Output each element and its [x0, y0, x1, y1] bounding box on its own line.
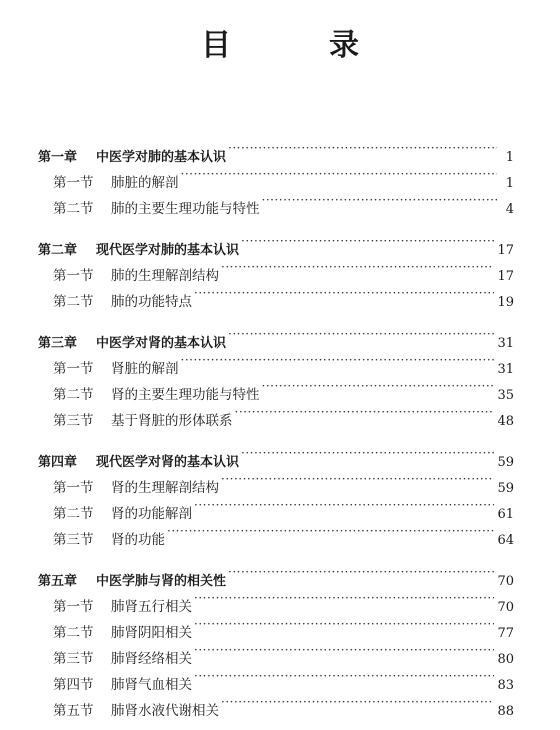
- page-number: 88: [497, 704, 514, 719]
- section-title: 肾脏的解剖: [111, 361, 179, 377]
- section-title: 肾的功能: [111, 532, 165, 548]
- page-number: 17: [497, 269, 514, 284]
- section-title: 肺的主要生理功能与特性: [111, 201, 260, 217]
- page-number: 59: [497, 455, 514, 470]
- chapter-number: 第一章: [38, 150, 78, 165]
- dot-leader: [241, 440, 494, 466]
- section-number: 第一节: [53, 175, 94, 191]
- page-number: 35: [497, 388, 514, 403]
- section-number: 第二节: [53, 506, 94, 522]
- dot-leader: [181, 161, 498, 187]
- dot-leader: [194, 611, 494, 637]
- dot-leader: [262, 187, 498, 213]
- dot-leader: [241, 228, 494, 254]
- dot-leader: [167, 518, 494, 544]
- section-number: 第二节: [53, 294, 94, 310]
- page-number: 31: [497, 362, 514, 377]
- page-number: 64: [497, 533, 514, 548]
- chapter-title: 中医学对肾的基本认识: [96, 336, 227, 351]
- section-title: 肾的功能解剖: [111, 506, 192, 522]
- chapter-1: [38, 135, 514, 217]
- section-number: 第四节: [53, 677, 94, 693]
- dot-leader: [228, 321, 494, 347]
- section-number: 第二节: [53, 625, 94, 641]
- chapter-title: 现代医学对肺的基本认识: [96, 243, 240, 258]
- dot-leader: [221, 254, 494, 280]
- section-number: 第一节: [53, 480, 94, 496]
- page-number: 48: [497, 414, 514, 429]
- dot-leader: [181, 347, 495, 373]
- chapter-5: [38, 559, 514, 719]
- dot-leader: [194, 492, 494, 518]
- toc-chapter-row[interactable]: [38, 228, 514, 258]
- dot-leader: [221, 466, 494, 492]
- dot-leader: [194, 585, 494, 611]
- chapter-number: 第四章: [38, 455, 78, 470]
- page-number: 19: [497, 295, 514, 310]
- dot-leader: [221, 689, 494, 715]
- chapter-number: 第二章: [38, 243, 78, 258]
- chapter-number: 第五章: [38, 574, 78, 589]
- section-title: 肺肾五行相关: [111, 599, 192, 615]
- page-number: 4: [505, 202, 514, 217]
- page-number: 80: [497, 652, 514, 667]
- page-number: 1: [505, 150, 514, 165]
- page-number: 70: [497, 600, 514, 615]
- section-title: 肾的生理解剖结构: [111, 480, 219, 496]
- page-number: 1: [505, 176, 514, 191]
- section-title: 肺肾阴阳相关: [111, 625, 192, 641]
- section-number: 第一节: [53, 361, 94, 377]
- section-title: 肺脏的解剖: [111, 175, 179, 191]
- section-number: 第一节: [53, 268, 94, 284]
- page-number: 83: [497, 678, 514, 693]
- toc-chapter-row[interactable]: [38, 135, 514, 165]
- section-title: 肺肾水液代谢相关: [111, 703, 219, 719]
- dot-leader: [194, 637, 494, 663]
- chapter-2: [38, 228, 514, 310]
- page-number: 31: [497, 336, 514, 351]
- section-number: 第二节: [53, 201, 94, 217]
- section-number: 第三节: [53, 651, 94, 667]
- chapter-title: 中医学对肺的基本认识: [96, 150, 227, 165]
- section-number: 第三节: [53, 413, 94, 429]
- page-number: 17: [497, 243, 514, 258]
- chapter-title: 现代医学对肾的基本认识: [96, 455, 240, 470]
- section-title: 肺的功能特点: [111, 294, 192, 310]
- dot-leader: [262, 373, 495, 399]
- section-number: 第五节: [53, 703, 94, 719]
- dot-leader: [235, 399, 495, 425]
- toc-chapter-row[interactable]: [38, 440, 514, 470]
- section-title: 肺肾经络相关: [111, 651, 192, 667]
- section-title: 肾的主要生理功能与特性: [111, 387, 260, 403]
- chapter-title: 中医学肺与肾的相关性: [96, 574, 227, 589]
- chapter-number: 第三章: [38, 336, 78, 351]
- toc-chapter-row[interactable]: [38, 559, 514, 589]
- page-number: 70: [497, 574, 514, 589]
- section-number: 第三节: [53, 532, 94, 548]
- page-number: 59: [497, 481, 514, 496]
- section-number: 第二节: [53, 387, 94, 403]
- page-number: 77: [497, 626, 514, 641]
- page-number: 61: [497, 507, 514, 522]
- dot-leader: [194, 663, 494, 689]
- chapter-3: [38, 321, 514, 429]
- section-title: 肺肾气血相关: [111, 677, 192, 693]
- section-title: 肺的生理解剖结构: [111, 268, 219, 284]
- toc-chapter-row[interactable]: [38, 321, 514, 351]
- section-number: 第一节: [53, 599, 94, 615]
- chapter-4: [38, 440, 514, 548]
- page-title: 目 录: [201, 28, 393, 63]
- table-of-contents: [38, 135, 514, 730]
- dot-leader: [228, 559, 494, 585]
- section-title: 基于肾脏的形体联系: [111, 413, 233, 429]
- dot-leader: [194, 280, 494, 306]
- dot-leader: [228, 135, 497, 161]
